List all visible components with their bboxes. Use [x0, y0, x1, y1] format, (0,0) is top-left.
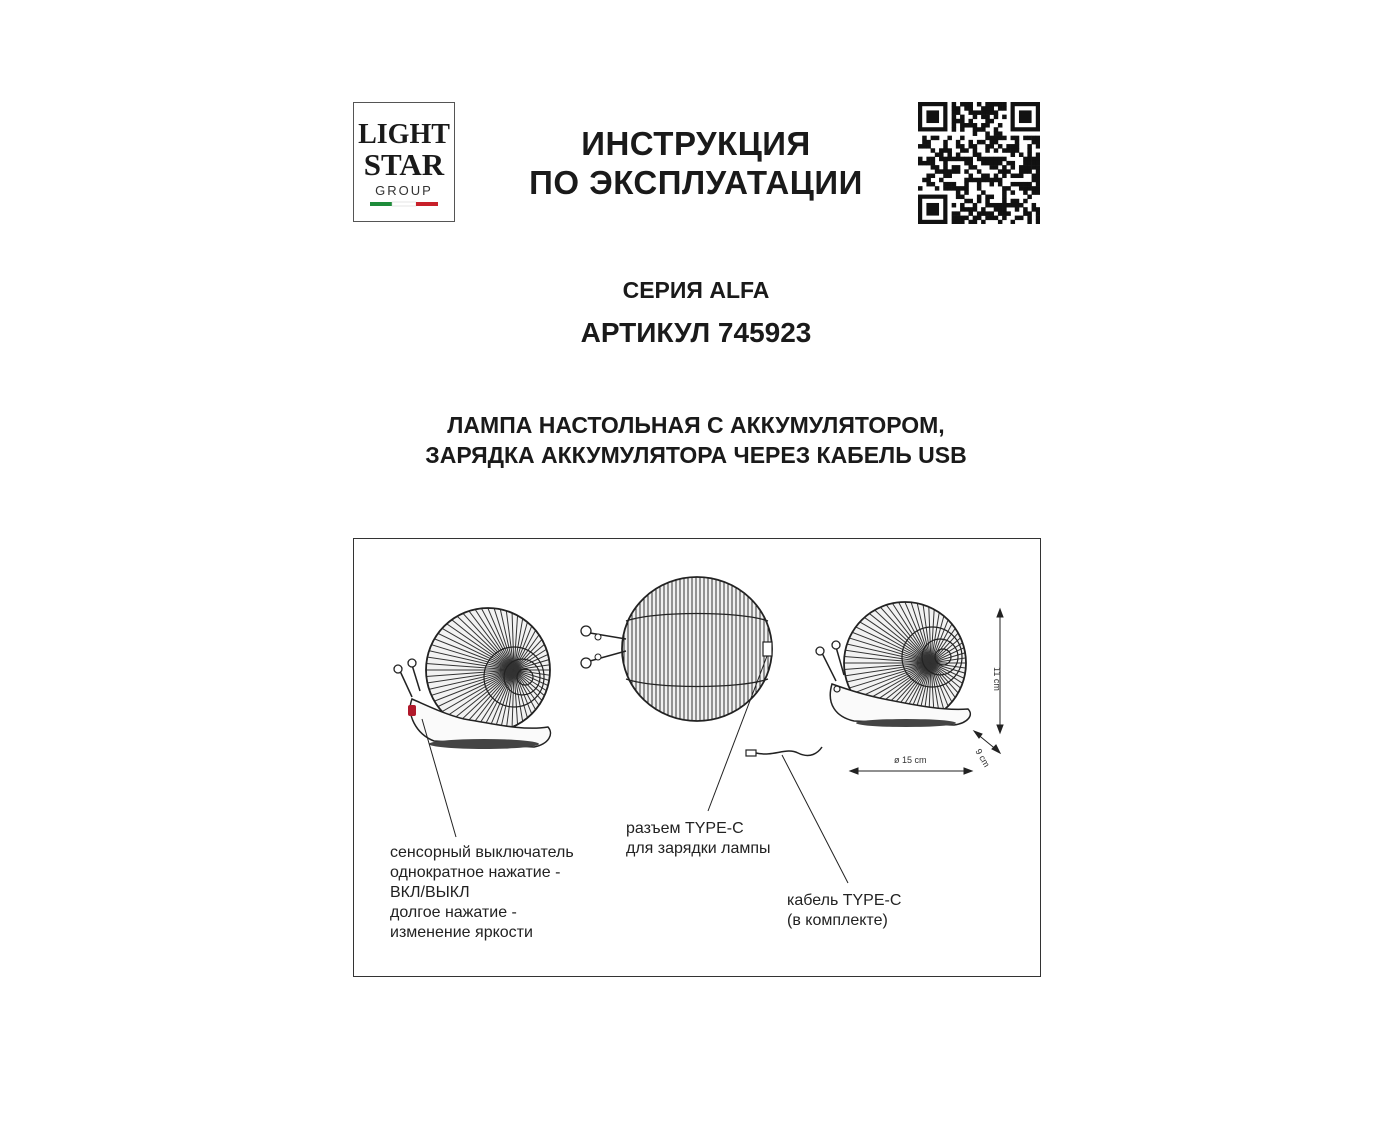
logo-text-star: STAR [363, 147, 445, 182]
sensor-switch-label [390, 843, 574, 943]
product-line-1: ЛАМПА НАСТОЛЬНАЯ С АККУМУЛЯТОРОМ, [447, 412, 945, 438]
product-diagram [353, 538, 1041, 977]
port-label-line-2: для зарядки лампы [626, 840, 771, 857]
flag-green-stripe [370, 202, 392, 206]
sensor-label-line-4: долгое нажатие - [390, 904, 517, 921]
type-c-port-icon [763, 642, 772, 656]
dimension-diameter: ø 15 cm [894, 755, 927, 765]
sensor-label-line-1: сенсорный выключатель [390, 844, 574, 861]
cable-label-line-2: (в комплекте) [787, 912, 888, 929]
logo-text-light: LIGHT [358, 119, 450, 150]
logo-graphic [354, 103, 454, 221]
sensor-label-line-3: ВКЛ/ВЫКЛ [390, 884, 470, 901]
flag-red-stripe [416, 202, 438, 206]
port-label-line-1: разъем TYPE-C [626, 820, 744, 837]
dimension-height: 11 cm [992, 667, 1002, 691]
qr-code-icon [918, 102, 1040, 224]
snail-base-left [429, 739, 539, 749]
dimension-depth: 9 cm [973, 747, 992, 769]
brand-logo [353, 102, 455, 222]
snail-side-view-left [394, 589, 569, 837]
title-line-1: ИНСТРУКЦИЯ [581, 125, 811, 162]
qr-code-graphic [918, 102, 1040, 224]
product-line-2: ЗАРЯДКА АККУМУЛЯТОРА ЧЕРЕЗ КАБЕЛЬ USB [425, 442, 967, 468]
flag-white-stripe [392, 202, 416, 206]
snail-side-view-right [816, 584, 984, 743]
article-number: АРТИКУЛ 745923 [580, 317, 812, 348]
product-description [300, 410, 1092, 470]
port-label [626, 819, 771, 859]
snail-front-view [581, 569, 772, 811]
sensor-label-line-2: однократное нажатие - [390, 864, 561, 881]
series-name: СЕРИЯ ALFA [622, 277, 770, 303]
logo-text-group: GROUP [375, 183, 433, 198]
leader-line-cable [782, 755, 848, 883]
sensor-label-line-5: изменение яркости [390, 924, 533, 941]
title-line-2: ПО ЭКСПЛУАТАЦИИ [529, 164, 863, 201]
cable-label [787, 891, 901, 931]
cable-label-line-1: кабель TYPE-C [787, 892, 902, 909]
type-c-cable-icon [746, 747, 848, 883]
touch-sensor-icon [408, 705, 416, 716]
document-title [500, 124, 892, 202]
